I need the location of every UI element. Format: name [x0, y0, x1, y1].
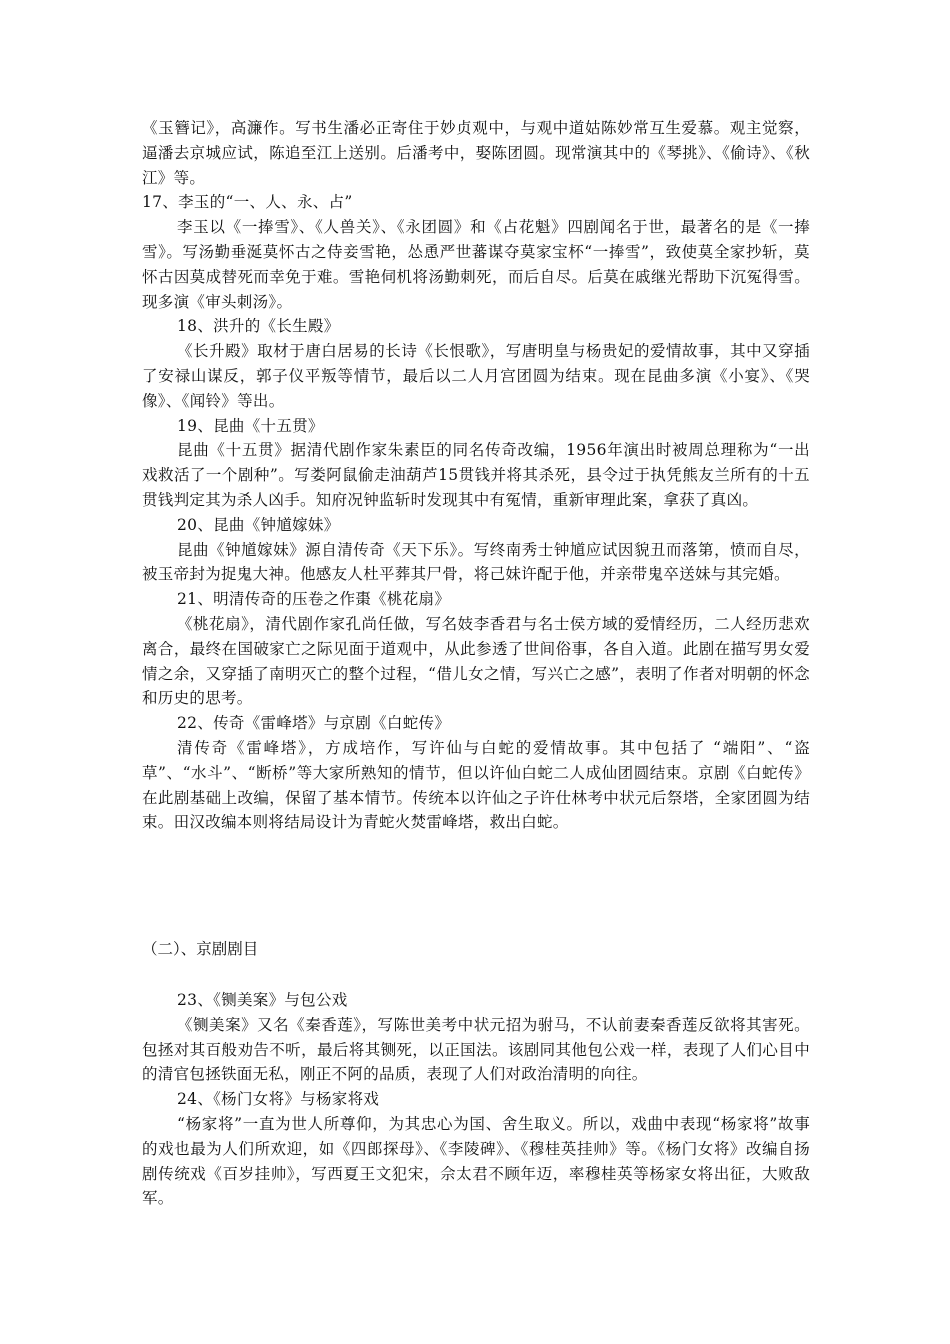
paragraph-21: 《桃花扇》，清代剧作家孔尚任做，写名妓李香君与名士侯方域的爱情经历，二人经历悲欢离合，最终在国破家亡之际见面于道观中，从此参透了世间俗事，各自入道。此剧在描写男女爱情之余，又穿插了南明灭亡的整个过程，“借儿女之情，写兴亡之感”，表明了作者对明朝的怀念和历史的思考。 — [142, 614, 810, 708]
paragraph-20: 昆曲《钟馗嫁妹》源自清传奇《天下乐》。写终南秀士钟馗应试因貌丑而落第，愤而自尽，被玉帝封为捉鬼大神。他感友人杜平葬其尸骨，将己妹许配于他，并亲带鬼卒送妹与其完婚。 — [142, 540, 810, 584]
opera-entries-17-22 — [142, 116, 810, 835]
heading-21: 21、明清传奇的压卷之作棗《桃花扇》 — [177, 590, 451, 609]
heading-18: 18、洪升的《长生殿》 — [177, 317, 340, 336]
section-title-peking-opera: （二）、京剧剧目 — [142, 940, 259, 958]
paragraph-22: 清传奇《雷峰塔》，方成培作，写许仙与白蛇的爱情故事。其中包括了 “端阳”、“盗草”、“水斗”、“断桥”等大家所熟知的情节，但以许仙白蛇二人成仙团圆结束。京剧《白蛇传》在此剧基础上改编，保留了基本情节。传统本以许仙之子许仕林考中状元后祭塔，全家团圆为结束。田汉改编本则将结局设计为青蛇火焚雷峰塔，救出白蛇。 — [142, 738, 810, 832]
heading-24: 24、《杨门女将》与杨家将戏 — [177, 1090, 380, 1109]
heading-19: 19、昆曲《十五贯》 — [177, 416, 324, 435]
paragraph-23: 《铡美案》又名《秦香莲》，写陈世美考中状元招为驸马，不认前妻秦香莲反欲将其害死。包拯对其百般劝告不听，最后将其铡死，以正国法。该剧同其他包公戏一样，表现了人们心目中的清官包拯铁面无私，刚正不阿的品质，表现了人们对政治清明的向往。 — [142, 1015, 810, 1084]
heading-22: 22、传奇《雷峰塔》与京剧《白蛇传》 — [177, 714, 451, 733]
paragraph-18: 《长升殿》取材于唐白居易的长诗《长恨歌》，写唐明皇与杨贵妃的爱情故事，其中又穿插了安禄山谋反，郭子仪平叛等情节，最后以二人月宫团圆为结束。现在昆曲多演《小宴》、《哭像》、《闻铃》等出。 — [142, 342, 810, 410]
heading-23: 23、《铡美案》与包公戏 — [177, 991, 348, 1009]
paragraph-24: “杨家将”一直为世人所尊仰，为其忠心为国、舍生取义。所以，戏曲中表现“杨家将”故事的戏也最为人们所欢迎，如《四郎探母》、《李陵碑》、《穆桂英挂帅》等。《杨门女将》改编自扬剧传统戏《百岁挂帅》，写西夏王文犯宋，佘太君不顾年迈，率穆桂英等杨家女将出征，大败敌军。 — [142, 1114, 810, 1208]
opera-entries-23-24 — [142, 988, 810, 1211]
heading-20: 20、昆曲《钟馗嫁妹》 — [177, 515, 340, 534]
paragraph-yuzanji: 《玉簪记》，高濂作。写书生潘必正寄住于妙贞观中，与观中道姑陈妙常互生爱慕。观主觉察，逼潘去京城应试，陈追至江上送别。后潘考中，娶陈团圆。现常演其中的《琴挑》、《偷诗》、《秋江》等。 — [142, 119, 810, 187]
paragraph-17: 李玉以《一捧雪》、《人兽关》、《永团圆》和《占花魁》四剧闻名于世，最著名的是《一捧雪》。写汤勤垂涎莫怀古之侍妾雪艳，怂恿严世蕃谋夺莫家宝杯“一捧雪”，致使莫全家抄斩，莫怀古因莫成替死而幸免于难。雪艳伺机将汤勤刺死，而后自尽。后莫在戚继光帮助下沉冤得雪。现多演《审头刺汤》。 — [142, 218, 810, 311]
heading-17: 17、李玉的“一、人、永、占” — [142, 193, 353, 212]
paragraph-19: 昆曲《十五贯》据清代剧作家朱素臣的同名传奇改编，1956年演出时被周总理称为“一出戏救活了一个剧种”。写娄阿鼠偷走油葫芦15贯钱并将其杀死，县令过于执凭熊友兰所有的十五贯钱判定其为杀人凶手。知府况钟监斩时发现其中有冤情，重新审理此案，拿获了真凶。 — [142, 441, 810, 509]
